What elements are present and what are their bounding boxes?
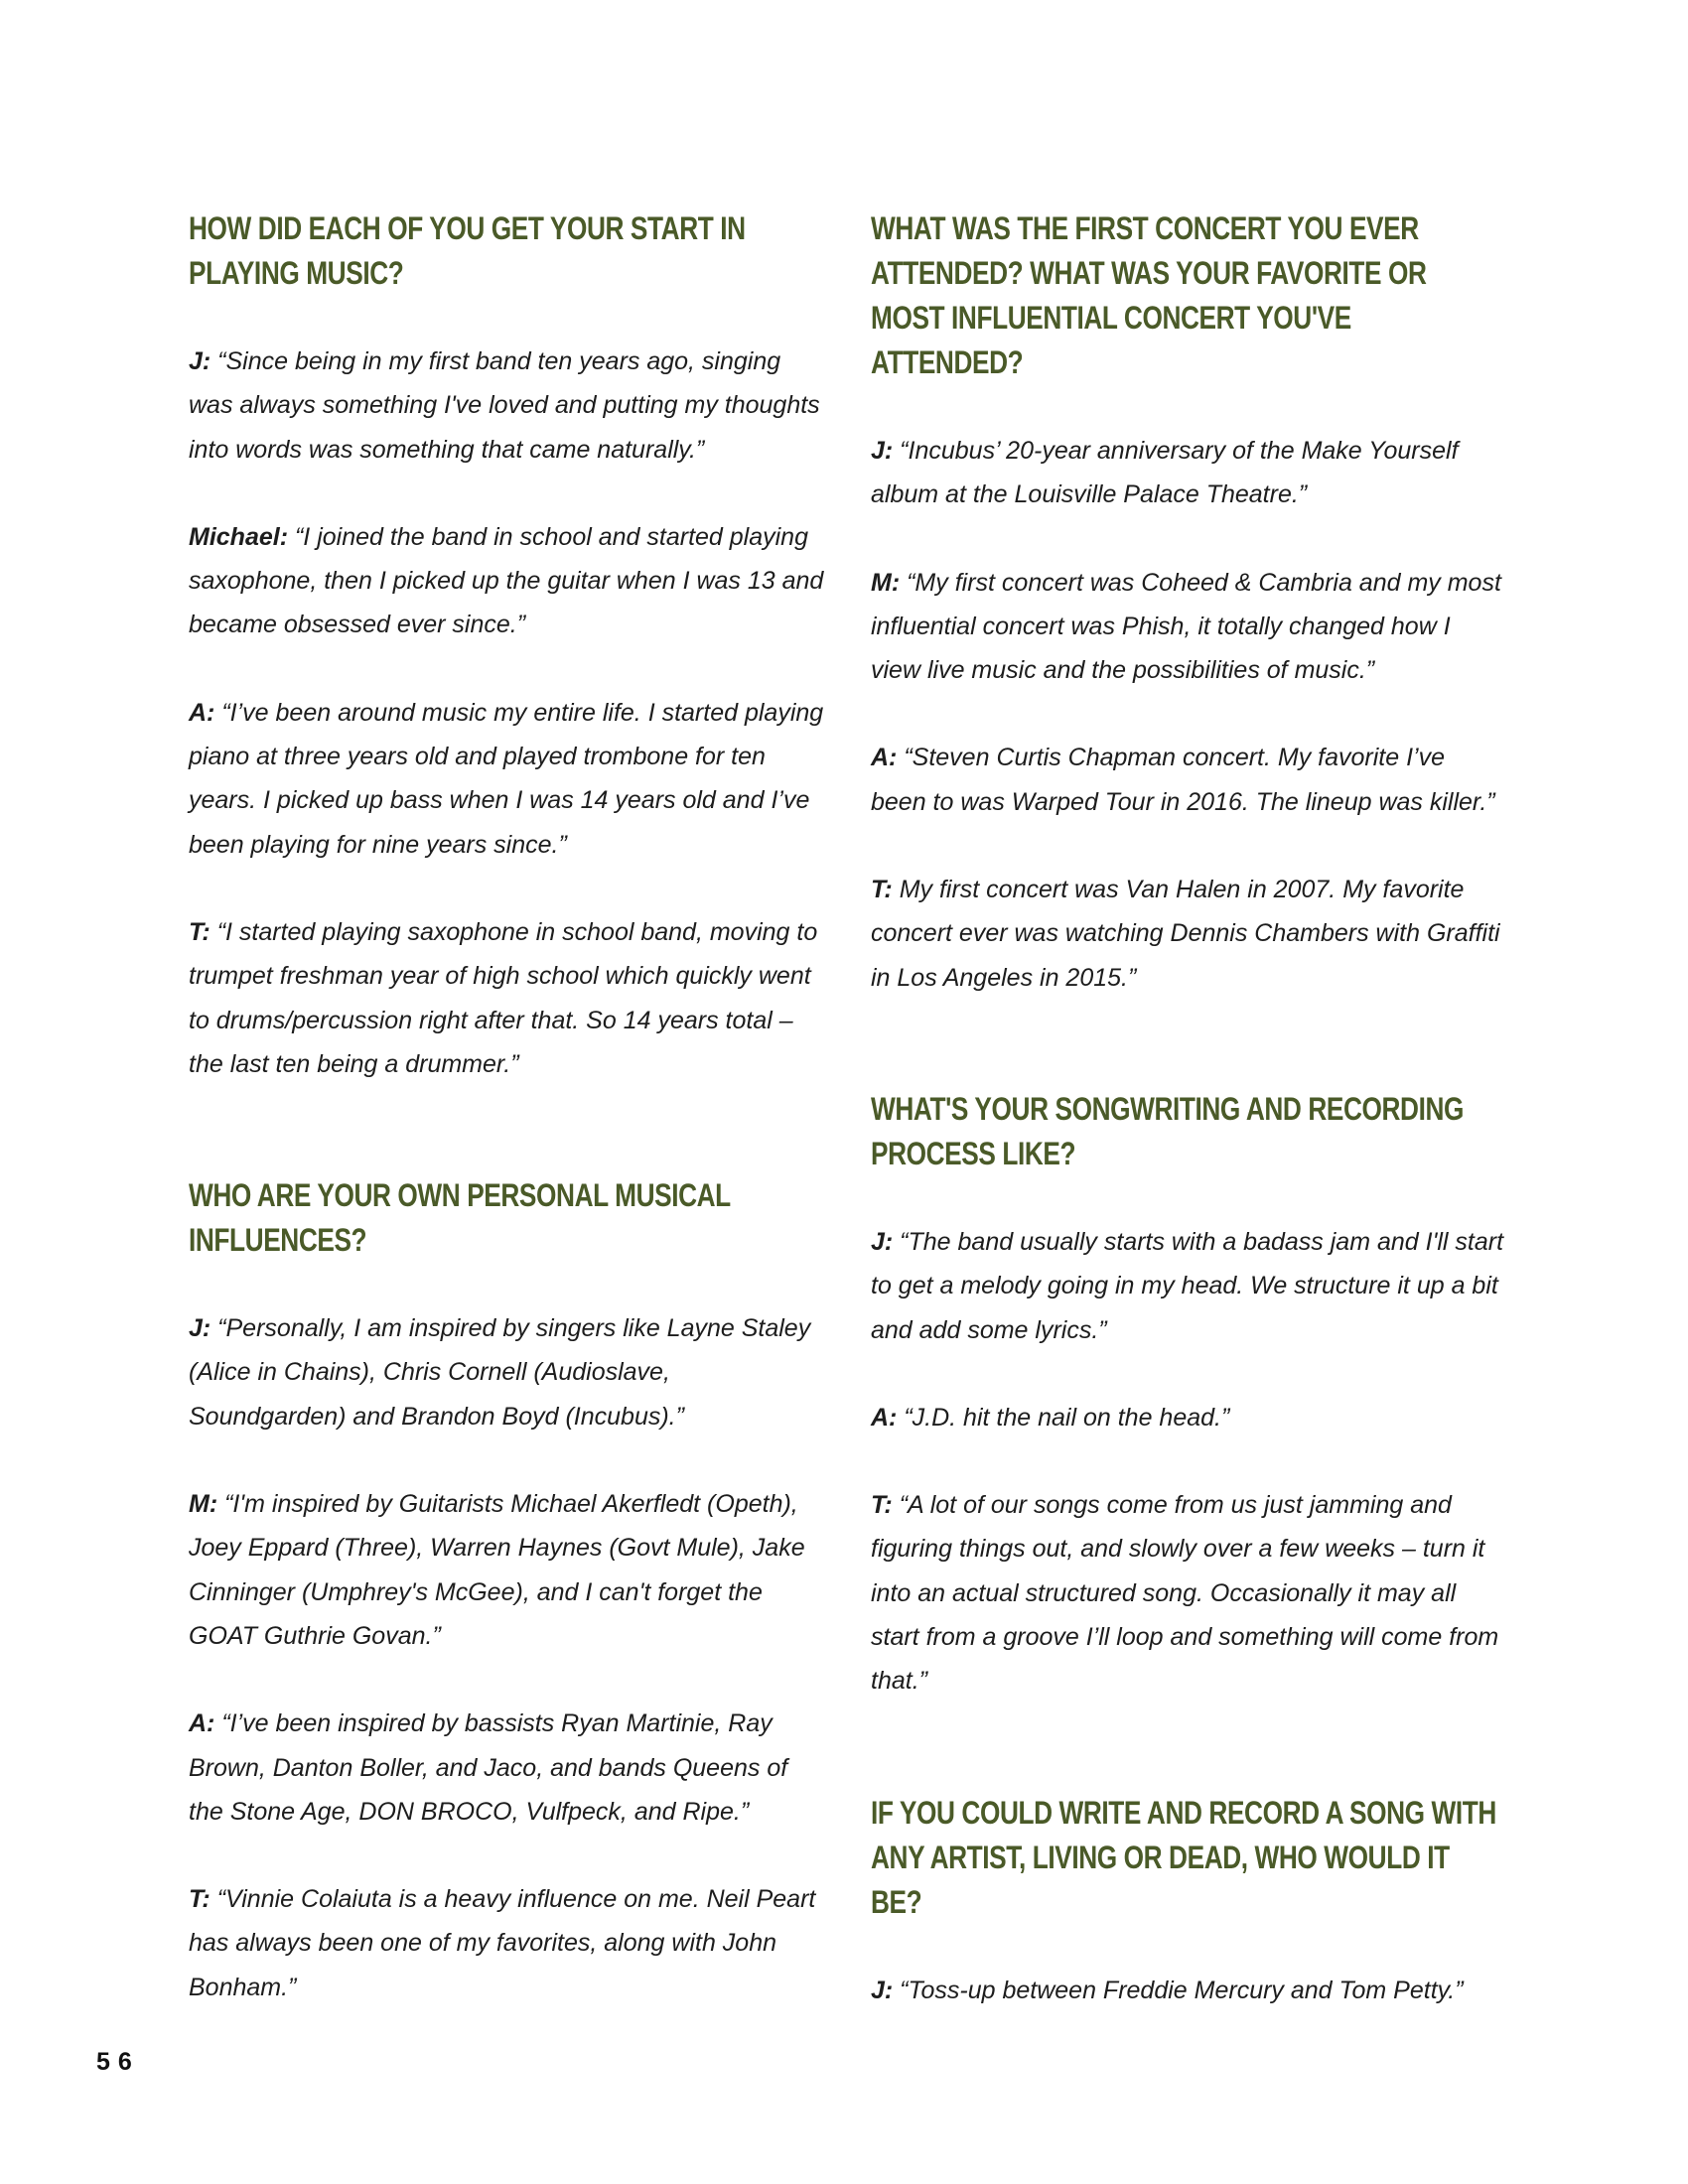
section-heading: WHO ARE YOUR OWN PERSONAL MUSICAL INFLUENCES? bbox=[189, 1177, 731, 1259]
answer-paragraph bbox=[871, 561, 1506, 693]
answer-text: “A lot of our songs come from us just jamming and figuring things out, and slowly over a few weeks – turn it into an actual structured song. Occasionally it may all start from a groove I’ll loop and something will come from that.” bbox=[871, 1491, 1499, 1696]
speaker-label: A: bbox=[189, 698, 215, 727]
answer-paragraph bbox=[189, 1702, 824, 1834]
section-heading: WHAT WAS THE FIRST CONCERT YOU EVER ATTENDED? WHAT WAS YOUR FAVORITE OR MOST INFLUENTIAL CONCERT YOU'VE ATTENDED? bbox=[871, 210, 1427, 380]
answer-text: My first concert was Van Halen in 2007. My favorite concert ever was watching Dennis Chambers with Graffiti in Los Angeles in 2015.” bbox=[871, 876, 1500, 992]
speaker-label: J: bbox=[189, 1314, 211, 1343]
page-number: 56 bbox=[96, 2048, 140, 2076]
answer-text: “Steven Curtis Chapman concert. My favorite I’ve been to was Warped Tour in 2016. The lineup was killer.” bbox=[871, 744, 1495, 816]
answer-text: “The band usually starts with a badass jam and I'll start to get a melody going in my head. We structure it up a bit and add some lyrics.” bbox=[871, 1227, 1504, 1344]
speaker-label: M: bbox=[871, 568, 901, 597]
speaker-label: T: bbox=[871, 1491, 893, 1520]
speaker-label: Michael: bbox=[189, 522, 289, 551]
answer-paragraph bbox=[871, 1969, 1506, 2012]
answer-text: “Vinnie Colaiuta is a heavy influence on me. Neil Peart has always been one of my favorites, along with John Bonham.” bbox=[189, 1885, 816, 2001]
answer-text: “I'm inspired by Guitarists Michael Akerfledt (Opeth), Joey Eppard (Three), Warren Haynes (Govt Mule), Jake Cinninger (Umphrey's McGee), and I can't forget the GOAT Guthrie Govan.” bbox=[189, 1490, 805, 1650]
answer-text: “My first concert was Coheed & Cambria and my most influential concert was Phish, it totally changed how I view live music and the possibilities of music.” bbox=[871, 568, 1501, 685]
answer-paragraph bbox=[871, 1220, 1506, 1352]
answer-paragraph bbox=[189, 1482, 824, 1658]
answer-paragraph bbox=[871, 1483, 1506, 1703]
answer-text: “Personally, I am inspired by singers like Layne Staley (Alice in Chains), Chris Cornell (Audioslave, Soundgarden) and Brandon Boyd (Incubus).” bbox=[189, 1314, 811, 1431]
answer-text: “I joined the band in school and started playing saxophone, then I picked up the guitar when I was 13 and became obsessed ever since.” bbox=[189, 522, 824, 639]
speaker-label: J: bbox=[871, 437, 894, 465]
answer-text: “J.D. hit the nail on the head.” bbox=[897, 1403, 1230, 1432]
section-heading: WHAT'S YOUR SONGWRITING AND RECORDING PROCESS LIKE? bbox=[871, 1090, 1465, 1171]
speaker-label: A: bbox=[189, 1709, 215, 1738]
answer-text: “I started playing saxophone in school band, moving to trumpet freshman year of high school which quickly went to drums/percussion right after that. So 14 years total – the last ten being a drummer.” bbox=[189, 917, 818, 1078]
answer-paragraph bbox=[871, 1396, 1506, 1439]
section-heading: HOW DID EACH OF YOU GET YOUR START IN PLAYING MUSIC? bbox=[189, 210, 746, 291]
speaker-label: M: bbox=[189, 1490, 218, 1519]
answer-paragraph bbox=[871, 736, 1506, 824]
speaker-label: T: bbox=[189, 1885, 211, 1914]
section-heading: IF YOU COULD WRITE AND RECORD A SONG WITH ANY ARTIST, LIVING OR DEAD, WHO WOULD IT BE? bbox=[871, 1794, 1496, 1920]
answer-text: “Incubus’ 20-year anniversary of the Make Yourself album at the Louisville Palace Theatre.” bbox=[871, 437, 1459, 509]
speaker-label: J: bbox=[871, 1976, 894, 2004]
speaker-label: J: bbox=[189, 347, 211, 375]
speaker-label: T: bbox=[871, 876, 893, 904]
speaker-label: A: bbox=[871, 744, 898, 772]
answer-paragraph bbox=[189, 910, 824, 1086]
speaker-label: J: bbox=[871, 1227, 894, 1256]
left-column bbox=[189, 206, 824, 2009]
answer-text: “I’ve been around music my entire life. I started playing piano at three years old and played trombone for ten years. I picked up bass when I was 14 years old and I’ve been playing for nine years since.” bbox=[189, 698, 824, 859]
answer-paragraph bbox=[189, 1877, 824, 2009]
speaker-label: T: bbox=[189, 917, 211, 946]
answer-paragraph bbox=[189, 515, 824, 647]
answer-text: “Toss-up between Freddie Mercury and Tom Petty.” bbox=[893, 1976, 1464, 2004]
answer-text: “I’ve been inspired by bassists Ryan Martinie, Ray Brown, Danton Boller, and Jaco, and bands Queens of the Stone Age, DON BROCO, Vulfpeck, and Ripe.” bbox=[189, 1709, 788, 1826]
right-column bbox=[871, 206, 1506, 2012]
answer-paragraph bbox=[871, 429, 1506, 517]
answer-paragraph bbox=[871, 868, 1506, 1000]
answer-paragraph bbox=[189, 1306, 824, 1438]
speaker-label: A: bbox=[871, 1403, 898, 1432]
answer-paragraph bbox=[189, 340, 824, 472]
answer-paragraph bbox=[189, 691, 824, 867]
answer-text: “Since being in my first band ten years ago, singing was always something I've loved and putting my thoughts into words was something that came naturally.” bbox=[189, 347, 820, 464]
